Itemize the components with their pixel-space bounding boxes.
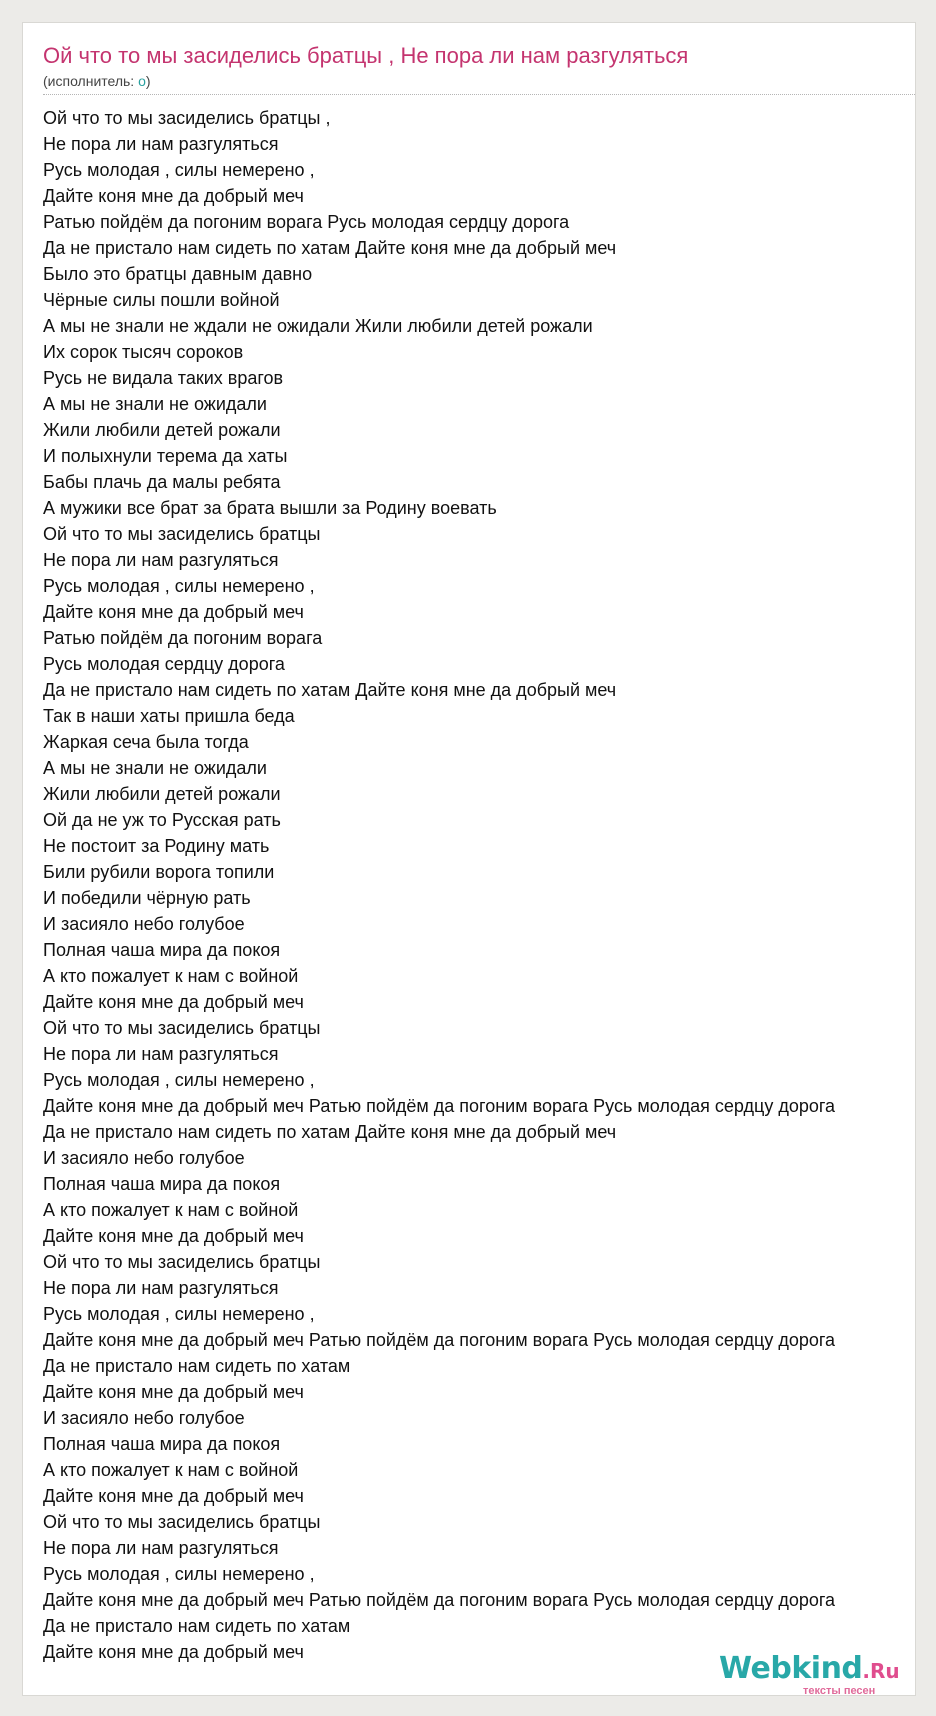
lyric-line: Жили любили детей рожали	[43, 420, 281, 440]
lyric-line: А мужики все брат за брата вышли за Родину воевать	[43, 498, 497, 518]
logo-brand: Webkind	[719, 1651, 863, 1686]
lyric-line: Русь молодая , силы немерено ,	[43, 1070, 315, 1090]
lyric-line: Русь молодая , силы немерено ,	[43, 1564, 315, 1584]
lyric-line: А мы не знали не ожидали	[43, 394, 267, 414]
lyric-line: Ратью пойдём да погоним ворага	[43, 628, 323, 648]
lyric-line: А кто пожалует к нам с войной	[43, 1200, 299, 1220]
lyric-line: Русь не видала таких врагов	[43, 368, 284, 388]
lyric-line: Полная чаша мира да покоя	[43, 1174, 281, 1194]
lyrics-card	[22, 22, 916, 1696]
logo-tagline: тексты песен	[803, 1685, 876, 1696]
webkind-logo	[719, 1651, 900, 1696]
lyric-line: Дайте коня мне да добрый меч	[43, 992, 304, 1012]
lyric-line: А кто пожалует к нам с войной	[43, 966, 299, 986]
lyric-line: Русь молодая , силы немерено ,	[43, 576, 315, 596]
lyric-line: Не постоит за Родину мать	[43, 836, 270, 856]
lyric-line: Так в наши хаты пришла беда	[43, 706, 295, 726]
lyric-line: Русь молодая , силы немерено ,	[43, 160, 315, 180]
lyric-line: Не пора ли нам разгуляться	[43, 1278, 279, 1298]
lyric-line: Чёрные силы пошли войной	[43, 290, 280, 310]
lyric-line: Русь молодая сердцу дорога	[43, 654, 285, 674]
lyric-line: Их сорок тысяч сороков	[43, 342, 244, 362]
lyric-line: Дайте коня мне да добрый меч	[43, 1226, 304, 1246]
performer-link[interactable]: о	[138, 73, 146, 89]
lyric-line: Дайте коня мне да добрый меч Ратью пойдём да погоним ворага Русь молодая сердцу дорога	[43, 1096, 836, 1116]
logo-tld: .Ru	[862, 1659, 900, 1683]
lyric-line: Дайте коня мне да добрый меч	[43, 1486, 304, 1506]
lyric-line: Дайте коня мне да добрый меч Ратью пойдём да погоним ворага Русь молодая сердцу дорога	[43, 1590, 836, 1610]
lyric-line: Не пора ли нам разгуляться	[43, 1044, 279, 1064]
lyric-line: Да не пристало нам сидеть по хатам Дайте коня мне да добрый меч	[43, 238, 617, 258]
lyric-line: Дайте коня мне да добрый меч	[43, 1642, 304, 1662]
lyric-line: Русь молодая , силы немерено ,	[43, 1304, 315, 1324]
lyric-line: Жили любили детей рожали	[43, 784, 281, 804]
lyric-line: Били рубили ворога топили	[43, 862, 275, 882]
lyric-line: Не пора ли нам разгуляться	[43, 550, 279, 570]
lyric-line: Да не пристало нам сидеть по хатам Дайте коня мне да добрый меч	[43, 680, 617, 700]
song-title: Ой что то мы засиделись братцы , Не пора ли нам разгуляться	[43, 43, 689, 68]
lyric-line: Полная чаша мира да покоя	[43, 1434, 281, 1454]
lyric-line: Не пора ли нам разгуляться	[43, 1538, 279, 1558]
lyric-line: Дайте коня мне да добрый меч	[43, 186, 304, 206]
lyric-line: А кто пожалует к нам с войной	[43, 1460, 299, 1480]
lyric-line: Ой что то мы засиделись братцы	[43, 524, 321, 544]
performer-line	[43, 73, 151, 89]
performer-prefix: (исполнитель:	[43, 73, 139, 89]
lyric-line: Ой да не уж то Русская рать	[43, 810, 281, 830]
lyric-line: И засияло небо голубое	[43, 914, 245, 934]
lyric-line: И победили чёрную рать	[43, 888, 251, 908]
lyric-line: Дайте коня мне да добрый меч Ратью пойдём да погоним ворага Русь молодая сердцу дорога	[43, 1330, 836, 1350]
lyric-line: Не пора ли нам разгуляться	[43, 134, 279, 154]
lyric-line: Да не пристало нам сидеть по хатам	[43, 1616, 351, 1636]
lyric-line: Ой что то мы засиделись братцы	[43, 1512, 321, 1532]
lyric-line: Дайте коня мне да добрый меч	[43, 1382, 304, 1402]
lyric-line: Дайте коня мне да добрый меч	[43, 602, 304, 622]
lyric-line: Было это братцы давным давно	[43, 264, 313, 284]
lyric-line: И полыхнули терема да хаты	[43, 446, 288, 466]
lyric-line: Жаркая сеча была тогда	[43, 732, 249, 752]
lyric-line: Да не пристало нам сидеть по хатам	[43, 1356, 351, 1376]
lyric-line: Ратью пойдём да погоним ворага Русь молодая сердцу дорога	[43, 212, 570, 232]
lyric-line: Да не пристало нам сидеть по хатам Дайте коня мне да добрый меч	[43, 1122, 617, 1142]
performer-suffix: )	[145, 73, 151, 89]
title-divider	[43, 94, 915, 95]
lyric-line: А мы не знали не ждали не ожидали Жили любили детей рожали	[43, 316, 593, 336]
lyric-line: И засияло небо голубое	[43, 1148, 245, 1168]
lyric-line: Бабы плачь да малы ребята	[43, 472, 281, 492]
lyric-line: Полная чаша мира да покоя	[43, 940, 281, 960]
lyric-line: Ой что то мы засиделись братцы	[43, 1252, 321, 1272]
lyric-line: Ой что то мы засиделись братцы	[43, 1018, 321, 1038]
lyric-line: И засияло небо голубое	[43, 1408, 245, 1428]
lyric-line: Ой что то мы засиделись братцы ,	[43, 108, 331, 128]
lyric-line: А мы не знали не ожидали	[43, 758, 267, 778]
lyrics-body	[43, 105, 835, 1665]
